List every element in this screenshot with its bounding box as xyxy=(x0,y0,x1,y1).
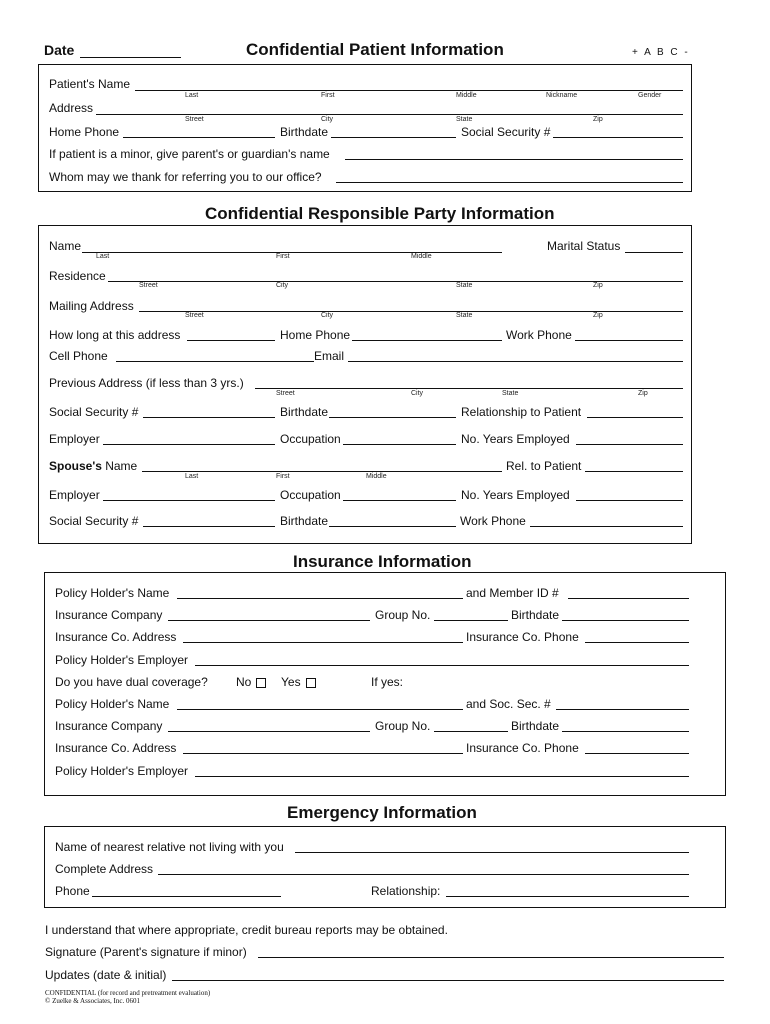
ins-company-field[interactable] xyxy=(168,620,370,621)
holder2-name-label: Policy Holder's Name xyxy=(55,697,170,711)
spouse-ssn-field[interactable] xyxy=(143,526,275,527)
sub-state: State xyxy=(456,116,473,123)
sub-zip: Zip xyxy=(593,116,603,123)
sub-state: State xyxy=(502,390,519,397)
prev-address-field[interactable] xyxy=(255,388,683,389)
ins-address-label: Insurance Co. Address xyxy=(55,630,177,644)
relationship-field[interactable] xyxy=(587,417,683,418)
group-no2-field[interactable] xyxy=(434,731,508,732)
spouse-name-field[interactable] xyxy=(142,471,502,472)
spouse-bold: Spouse's xyxy=(49,459,102,473)
signature-field[interactable] xyxy=(258,957,724,958)
relationship-label: Relationship to Patient xyxy=(461,405,582,419)
sub-city: City xyxy=(321,312,334,319)
relative-field[interactable] xyxy=(295,852,689,853)
marital-field[interactable] xyxy=(625,252,683,253)
ssn-label: Social Security # xyxy=(461,125,551,139)
cell-field[interactable] xyxy=(116,361,314,362)
patient-name-field[interactable] xyxy=(135,90,683,91)
emergency-relationship-label: Relationship: xyxy=(371,884,441,898)
member-id-field[interactable] xyxy=(568,598,689,599)
sub-street: Street xyxy=(185,312,204,319)
ins-address2-label: Insurance Co. Address xyxy=(55,741,177,755)
employer-label: Employer xyxy=(49,432,100,446)
resp-birthdate-label: Birthdate xyxy=(280,405,329,419)
spouse-occupation-field[interactable] xyxy=(343,500,456,501)
sub-middle: Middle xyxy=(366,473,387,480)
years-employed-field[interactable] xyxy=(576,444,683,445)
page-title: Confidential Patient Information xyxy=(246,40,504,59)
how-long-label: How long at this address xyxy=(49,328,181,342)
resp-work-phone-label: Work Phone xyxy=(506,328,572,342)
ins-birthdate2-label: Birthdate xyxy=(511,719,560,733)
mailing-label: Mailing Address xyxy=(49,299,134,313)
emergency-phone-field[interactable] xyxy=(92,896,281,897)
home-phone-field[interactable] xyxy=(123,137,275,138)
holder-name-label: Policy Holder's Name xyxy=(55,586,170,600)
soc-sec-label: and Soc. Sec. # xyxy=(466,697,551,711)
spouse-work-phone-field[interactable] xyxy=(530,526,683,527)
holder2-employer-label: Policy Holder's Employer xyxy=(55,764,189,778)
resp-ssn-label: Social Security # xyxy=(49,405,139,419)
residence-label: Residence xyxy=(49,269,106,283)
sub-zip: Zip xyxy=(593,282,603,289)
sub-city: City xyxy=(276,282,289,289)
resp-birthdate-field[interactable] xyxy=(329,417,456,418)
sub-zip: Zip xyxy=(638,390,648,397)
resp-home-phone-field[interactable] xyxy=(352,340,502,341)
date-field[interactable] xyxy=(80,57,181,58)
emergency-relationship-field[interactable] xyxy=(446,896,689,897)
dual-yes-label: Yes xyxy=(281,675,301,689)
date-label: Date xyxy=(44,42,75,58)
patient-name-label: Patient's Name xyxy=(49,77,130,91)
sub-last: Last xyxy=(185,473,199,480)
updates-label: Updates (date & initial) xyxy=(45,968,167,982)
ins-birthdate-field[interactable] xyxy=(562,620,689,621)
holder-employer-field[interactable] xyxy=(195,665,689,666)
holder-name-field[interactable] xyxy=(177,598,463,599)
group-no2-label: Group No. xyxy=(375,719,431,733)
referral-label: Whom may we thank for referring you to our office? xyxy=(49,170,322,184)
sub-first: First xyxy=(276,253,290,260)
address-label: Address xyxy=(49,101,94,115)
holder-employer-label: Policy Holder's Employer xyxy=(55,653,189,667)
grade-codes: + A B C - xyxy=(632,47,690,58)
sub-street: Street xyxy=(139,282,158,289)
ins-phone-label: Insurance Co. Phone xyxy=(466,630,579,644)
ins-address2-field[interactable] xyxy=(183,753,463,754)
ins-birthdate-label: Birthdate xyxy=(511,608,560,622)
sub-state: State xyxy=(456,282,473,289)
updates-field[interactable] xyxy=(172,980,724,981)
spouse-work-phone-label: Work Phone xyxy=(460,514,526,528)
email-field[interactable] xyxy=(348,361,683,362)
occupation-label: Occupation xyxy=(280,432,341,446)
sub-street: Street xyxy=(185,116,204,123)
employer-field[interactable] xyxy=(103,444,275,445)
dual-no-option[interactable] xyxy=(236,675,266,689)
cell-label: Cell Phone xyxy=(49,349,108,363)
relative-label: Name of nearest relative not living with you xyxy=(55,840,284,854)
spouse-years-label: No. Years Employed xyxy=(461,488,570,502)
ins-company-label: Insurance Company xyxy=(55,608,163,622)
complete-address-field[interactable] xyxy=(158,874,689,875)
sub-middle: Middle xyxy=(456,92,477,99)
dual-yes-checkbox[interactable] xyxy=(306,678,316,688)
spouse-employer-field[interactable] xyxy=(103,500,275,501)
address-field[interactable] xyxy=(96,114,683,115)
prev-address-label: Previous Address (if less than 3 yrs.) xyxy=(49,376,244,390)
responsible-title: Confidential Responsible Party Information xyxy=(205,204,555,223)
home-phone-label: Home Phone xyxy=(49,125,120,139)
copyright: © Zuelke & Associates, Inc. 0601 xyxy=(45,997,140,1005)
insurance-title: Insurance Information xyxy=(293,552,472,571)
sub-state: State xyxy=(456,312,473,319)
emergency-phone-label: Phone xyxy=(55,884,90,898)
spouse-ssn-label: Social Security # xyxy=(49,514,139,528)
spouse-years-field[interactable] xyxy=(576,500,683,501)
ins-phone2-field[interactable] xyxy=(585,753,689,754)
ins-phone2-label: Insurance Co. Phone xyxy=(466,741,579,755)
sub-last: Last xyxy=(185,92,199,99)
spouse-birthdate-label: Birthdate xyxy=(280,514,329,528)
spouse-name-label xyxy=(49,459,137,473)
resp-name-field[interactable] xyxy=(82,252,502,253)
resp-ssn-field[interactable] xyxy=(143,417,275,418)
sub-gender: Gender xyxy=(638,92,662,99)
spouse-occupation-label: Occupation xyxy=(280,488,341,502)
dual-yes-option[interactable] xyxy=(281,675,316,689)
spouse-birthdate-field[interactable] xyxy=(329,526,456,527)
dual-no-label: No xyxy=(236,675,252,689)
birthdate-field[interactable] xyxy=(331,137,456,138)
ins-company2-field[interactable] xyxy=(168,731,370,732)
group-no-field[interactable] xyxy=(434,620,508,621)
emergency-title: Emergency Information xyxy=(287,803,477,822)
if-yes-label: If yes: xyxy=(371,675,404,689)
years-employed-label: No. Years Employed xyxy=(461,432,570,446)
resp-work-phone-field[interactable] xyxy=(575,340,683,341)
sub-city: City xyxy=(321,116,334,123)
dual-no-checkbox[interactable] xyxy=(256,678,266,688)
rel-to-patient-field[interactable] xyxy=(585,471,683,472)
complete-address-label: Complete Address xyxy=(55,862,154,876)
sub-first: First xyxy=(321,92,335,99)
ins-company2-label: Insurance Company xyxy=(55,719,163,733)
signature-label: Signature (Parent's signature if minor) xyxy=(45,945,247,959)
resp-home-phone-label: Home Phone xyxy=(280,328,351,342)
referral-field[interactable] xyxy=(336,182,683,183)
spouse-name-text: Name xyxy=(101,459,138,473)
sub-zip: Zip xyxy=(593,312,603,319)
confidential-note: CONFIDENTIAL (for record and pretreatment evaluation) xyxy=(45,989,211,997)
sub-city: City xyxy=(411,390,424,397)
holder2-name-field[interactable] xyxy=(177,709,463,710)
rel-to-patient-label: Rel. to Patient xyxy=(506,459,582,473)
spouse-employer-label: Employer xyxy=(49,488,100,502)
occupation-field[interactable] xyxy=(343,444,456,445)
holder2-employer-field[interactable] xyxy=(195,776,689,777)
resp-name-label: Name xyxy=(49,239,82,253)
dual-coverage-label: Do you have dual coverage? xyxy=(55,675,208,689)
marital-label: Marital Status xyxy=(547,239,621,253)
ins-address-field[interactable] xyxy=(183,642,463,643)
ins-phone-field[interactable] xyxy=(585,642,689,643)
minor-label: If patient is a minor, give parent's or guardian's name xyxy=(49,147,330,161)
sub-middle: Middle xyxy=(411,253,432,260)
sub-street: Street xyxy=(276,390,295,397)
email-label: Email xyxy=(314,349,345,363)
how-long-field[interactable] xyxy=(187,340,275,341)
sub-last: Last xyxy=(96,253,110,260)
ssn-field[interactable] xyxy=(553,137,683,138)
sub-first: First xyxy=(276,473,290,480)
member-id-label: and Member ID # xyxy=(466,586,559,600)
soc-sec-field[interactable] xyxy=(556,709,689,710)
guardian-field[interactable] xyxy=(345,159,683,160)
group-no-label: Group No. xyxy=(375,608,431,622)
sub-nickname: Nickname xyxy=(546,92,578,99)
ins-birthdate2-field[interactable] xyxy=(562,731,689,732)
birthdate-label: Birthdate xyxy=(280,125,329,139)
credit-statement: I understand that where appropriate, credit bureau reports may be obtained. xyxy=(45,923,448,937)
